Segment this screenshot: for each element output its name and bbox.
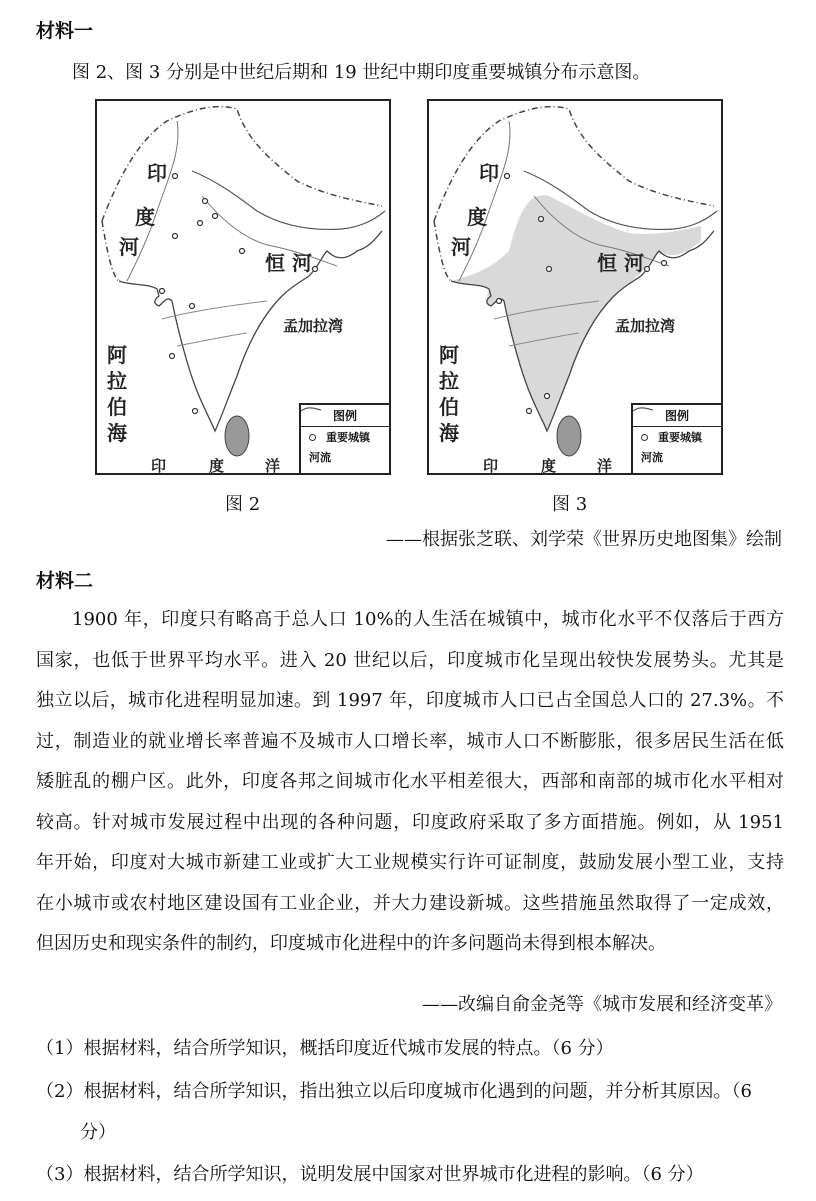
river-line-icon	[633, 405, 653, 413]
indus-label-3: 河	[119, 235, 139, 259]
figure-3-caption: 图 3	[552, 494, 588, 515]
paragraph-line: 但因历史和现实条件的制约，印度城市化进程中的许多问题尚未得到根本解决。	[36, 933, 666, 954]
material2-heading: 材料二	[36, 570, 94, 592]
paragraph-line: 独立以后，城市化进程明显加速。到 1997 年，印度城市人口已占全国总人口的 27.3%。不	[36, 690, 784, 711]
ganges-label: 恒 河	[265, 251, 312, 275]
indus-label-2: 度	[467, 205, 487, 229]
city-marker-icon	[641, 434, 648, 441]
arabian-sea-label-2: 拉	[439, 369, 459, 393]
indian-ocean-label-2: 度	[541, 457, 557, 475]
bay-of-bengal-label: 孟加拉湾	[615, 317, 676, 335]
map-legend	[299, 403, 389, 473]
question-2: （2）根据材料，结合所学知识，指出独立以后印度城市化遇到的问题，并分析其原因。（6	[36, 1081, 752, 1102]
arabian-sea-label-2: 拉	[107, 369, 127, 393]
paragraph-line: 国家，也低于世界平均水平。进入 20 世纪以后，印度城市化呈现出较快发展势头。尤其是	[36, 649, 784, 671]
indian-ocean-label-2: 度	[209, 457, 225, 475]
map-legend	[631, 403, 721, 473]
question-2-continuation: 分）	[80, 1122, 116, 1143]
map-figure-3	[427, 99, 723, 475]
river-line-icon	[301, 405, 321, 413]
paragraph-line: 矮脏乱的棚户区。此外，印度各邦之间城市化水平相差很大，西部和南部的城市化水平相对	[36, 771, 784, 792]
paragraph-line: 年开始，印度对大城市新建工业或扩大工业规模实行许可证制度，鼓励发展小型工业，支持	[36, 852, 784, 873]
city-marker-icon	[309, 434, 316, 441]
arabian-sea-label-3: 伯	[439, 395, 459, 419]
arabian-sea-label-4: 海	[439, 421, 459, 445]
legend-river: 河流	[641, 451, 663, 464]
material1-source: ——根据张芝联、刘学荣《世界历史地图集》绘制	[386, 529, 782, 550]
indian-ocean-label-1: 印	[483, 457, 499, 475]
map-figure-2	[95, 99, 391, 475]
indian-ocean-label-3: 洋	[597, 457, 613, 475]
material1-heading: 材料一	[36, 20, 94, 42]
arabian-sea-label-4: 海	[107, 421, 127, 445]
legend-river: 河流	[309, 451, 331, 464]
legend-title: 图例	[301, 405, 389, 427]
material2-paragraph	[36, 600, 784, 965]
ganges-label: 恒 河	[597, 251, 644, 275]
paragraph-line: 较高。针对城市发展过程中出现的各种问题，印度政府采取了多方面措施。例如，从 1951	[36, 811, 784, 833]
indian-ocean-label-3: 洋	[265, 457, 281, 475]
legend-title: 图例	[633, 405, 721, 427]
arabian-sea-label-1: 阿	[439, 343, 459, 367]
material2-source: ——改编自俞金尧等《城市发展和经济变革》	[422, 994, 782, 1015]
indus-label-3: 河	[451, 235, 471, 259]
bay-of-bengal-label: 孟加拉湾	[283, 317, 344, 335]
legend-city: 重要城镇	[326, 431, 370, 444]
question-1: （1）根据材料，结合所学知识，概括印度近代城市发展的特点。（6 分）	[36, 1038, 614, 1059]
legend-city: 重要城镇	[658, 431, 702, 444]
arabian-sea-label-1: 阿	[107, 343, 127, 367]
indus-label-2: 度	[135, 205, 155, 229]
paragraph-line: 过，制造业的就业增长率普遍不及城市人口增长率，城市人口不断膨胀，很多居民生活在低	[36, 730, 784, 752]
figure-2-caption: 图 2	[225, 494, 261, 515]
paragraph-line: 1900 年，印度只有略高于总人口 10%的人生活在城镇中，城市化水平不仅落后于西方	[72, 609, 784, 630]
arabian-sea-label-3: 伯	[107, 395, 127, 419]
indus-label-1: 印	[479, 161, 499, 185]
indian-ocean-label-1: 印	[151, 457, 167, 475]
material1-intro: 图 2、图 3 分别是中世纪后期和 19 世纪中期印度重要城镇分布示意图。	[72, 62, 651, 83]
paragraph-line: 在小城市或农村地区建设国有工业企业，并大力建设新城。这些措施虽然取得了一定成效，	[36, 892, 784, 914]
question-3: （3）根据材料，结合所学知识，说明发展中国家对世界城市化进程的影响。（6 分）	[36, 1164, 704, 1185]
indus-label-1: 印	[147, 161, 167, 185]
